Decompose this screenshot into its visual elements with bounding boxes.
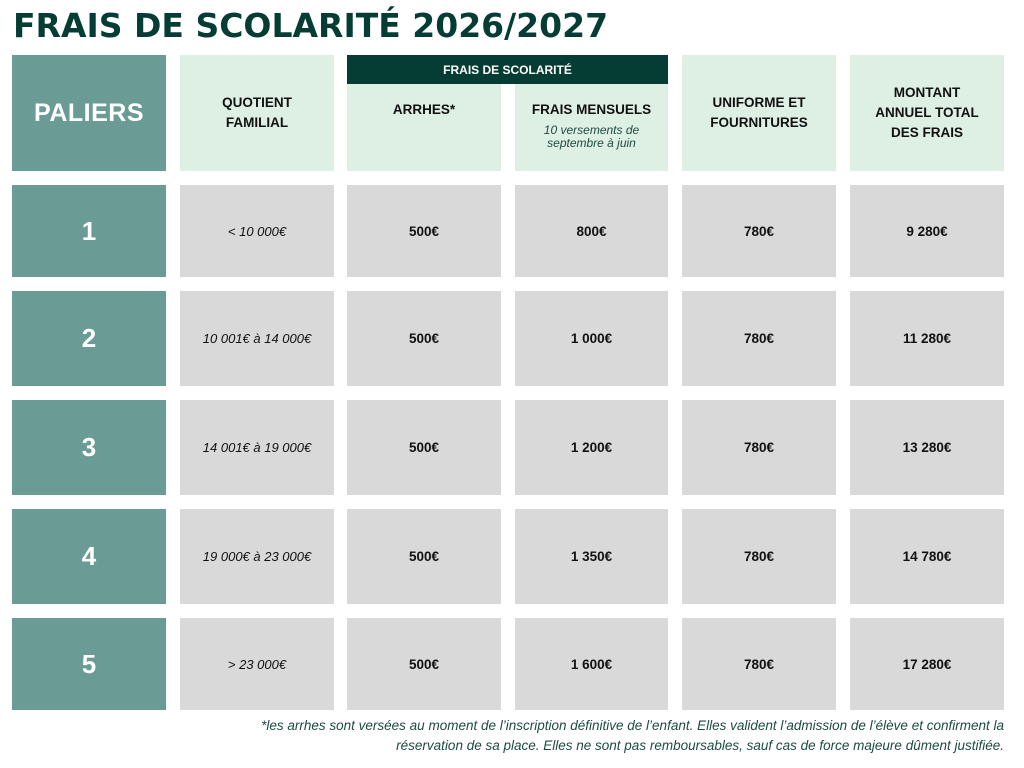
frais-mensuels-cell (515, 400, 668, 495)
header-montant-total-label: MONTANT ANNUEL TOTAL DES FRAIS (875, 85, 979, 140)
palier-cell (12, 185, 166, 277)
quotient-cell (180, 291, 334, 386)
footnote (184, 716, 1004, 756)
total-cell-value: 14 780€ (902, 549, 952, 564)
total-cell-value: 17 280€ (902, 656, 952, 672)
palier-cell (12, 509, 166, 604)
quotient-cell (180, 618, 334, 710)
frais-mensuels-cell (515, 291, 668, 386)
frais-mensuels-cell-value: 1 350€ (570, 549, 613, 564)
palier-cell (12, 400, 166, 495)
header-quotient-familial-label: QUOTIENT FAMILIAL (222, 95, 292, 130)
header-quotient-familial (180, 55, 334, 171)
header-uniforme (682, 55, 836, 171)
total-cell-value: 9 280€ (906, 223, 948, 239)
frais-mensuels-cell-value: 1 000€ (570, 331, 613, 346)
footnote-line-1: *les arrhes sont versées au moment de l’inscription définitive de l’enfant. Elles valident l’admission de l’élève et confirment la (261, 718, 1004, 733)
header-paliers-label: PALIERS (34, 98, 144, 127)
quotient-cell-value: > 23 000€ (227, 656, 287, 672)
frais-mensuels-cell-value: 800€ (576, 223, 607, 239)
header-arrhes (347, 84, 501, 171)
header-frais-mensuels-label: FRAIS MENSUELS (531, 102, 652, 117)
arrhes-cell-value: 500€ (408, 223, 440, 239)
uniforme-cell (682, 618, 836, 710)
quotient-cell (180, 185, 334, 277)
arrhes-cell (347, 509, 501, 604)
palier-cell-value: 3 (81, 432, 97, 462)
frais-mensuels-cell (515, 509, 668, 604)
header-montant-total (850, 55, 1004, 171)
frais-mensuels-cell-value: 1 600€ (570, 656, 613, 672)
arrhes-cell (347, 291, 501, 386)
palier-cell (12, 291, 166, 386)
arrhes-cell-value: 500€ (408, 549, 440, 564)
quotient-cell-value: < 10 000€ (227, 223, 287, 239)
header-paliers (12, 55, 166, 171)
footnote-line-2: réservation de sa place. Elles ne sont pas remboursables, sauf cas de force majeure dûment justifiée. (396, 738, 1004, 753)
arrhes-cell (347, 185, 501, 277)
arrhes-cell (347, 400, 501, 495)
header-frais-de-scolarite-band (347, 55, 668, 84)
palier-cell-value: 5 (81, 648, 97, 679)
frais-mensuels-cell-value: 1 200€ (570, 440, 613, 455)
total-cell (850, 509, 1004, 604)
arrhes-cell (347, 618, 501, 710)
quotient-cell-value: 14 001€ à 19 000€ (202, 440, 312, 455)
total-cell-value: 13 280€ (902, 440, 952, 455)
uniforme-cell-value: 780€ (743, 223, 775, 239)
arrhes-cell-value: 500€ (408, 440, 440, 455)
arrhes-cell-value: 500€ (408, 331, 440, 346)
header-frais-mensuels (515, 84, 668, 171)
total-cell-value: 11 280€ (902, 331, 952, 346)
total-cell (850, 185, 1004, 277)
uniforme-cell (682, 185, 836, 277)
quotient-cell-value: 19 000€ à 23 000€ (202, 549, 312, 564)
page-title: FRAIS DE SCOLARITÉ 2026/2027 (13, 6, 609, 45)
palier-cell-value: 2 (81, 323, 97, 353)
uniforme-cell (682, 400, 836, 495)
total-cell (850, 400, 1004, 495)
uniforme-cell (682, 509, 836, 604)
header-uniforme-label: UNIFORME ET FOURNITURES (710, 95, 808, 130)
header-frais-mensuels-note: 10 versements de septembre à juin (543, 123, 640, 150)
quotient-cell (180, 400, 334, 495)
palier-cell-value: 1 (81, 215, 97, 246)
quotient-cell (180, 509, 334, 604)
header-frais-de-scolarite-label: FRAIS DE SCOLARITÉ (443, 62, 572, 77)
uniforme-cell-value: 780€ (743, 331, 775, 346)
uniforme-cell-value: 780€ (743, 440, 775, 455)
palier-cell (12, 618, 166, 710)
total-cell (850, 618, 1004, 710)
uniforme-cell-value: 780€ (743, 549, 775, 564)
uniforme-cell-value: 780€ (743, 656, 775, 672)
arrhes-cell-value: 500€ (408, 656, 440, 672)
frais-mensuels-cell (515, 185, 668, 277)
quotient-cell-value: 10 001€ à 14 000€ (202, 331, 312, 346)
palier-cell-value: 4 (81, 541, 97, 571)
header-arrhes-label: ARRHES* (392, 102, 456, 117)
total-cell (850, 291, 1004, 386)
uniforme-cell (682, 291, 836, 386)
frais-mensuels-cell (515, 618, 668, 710)
